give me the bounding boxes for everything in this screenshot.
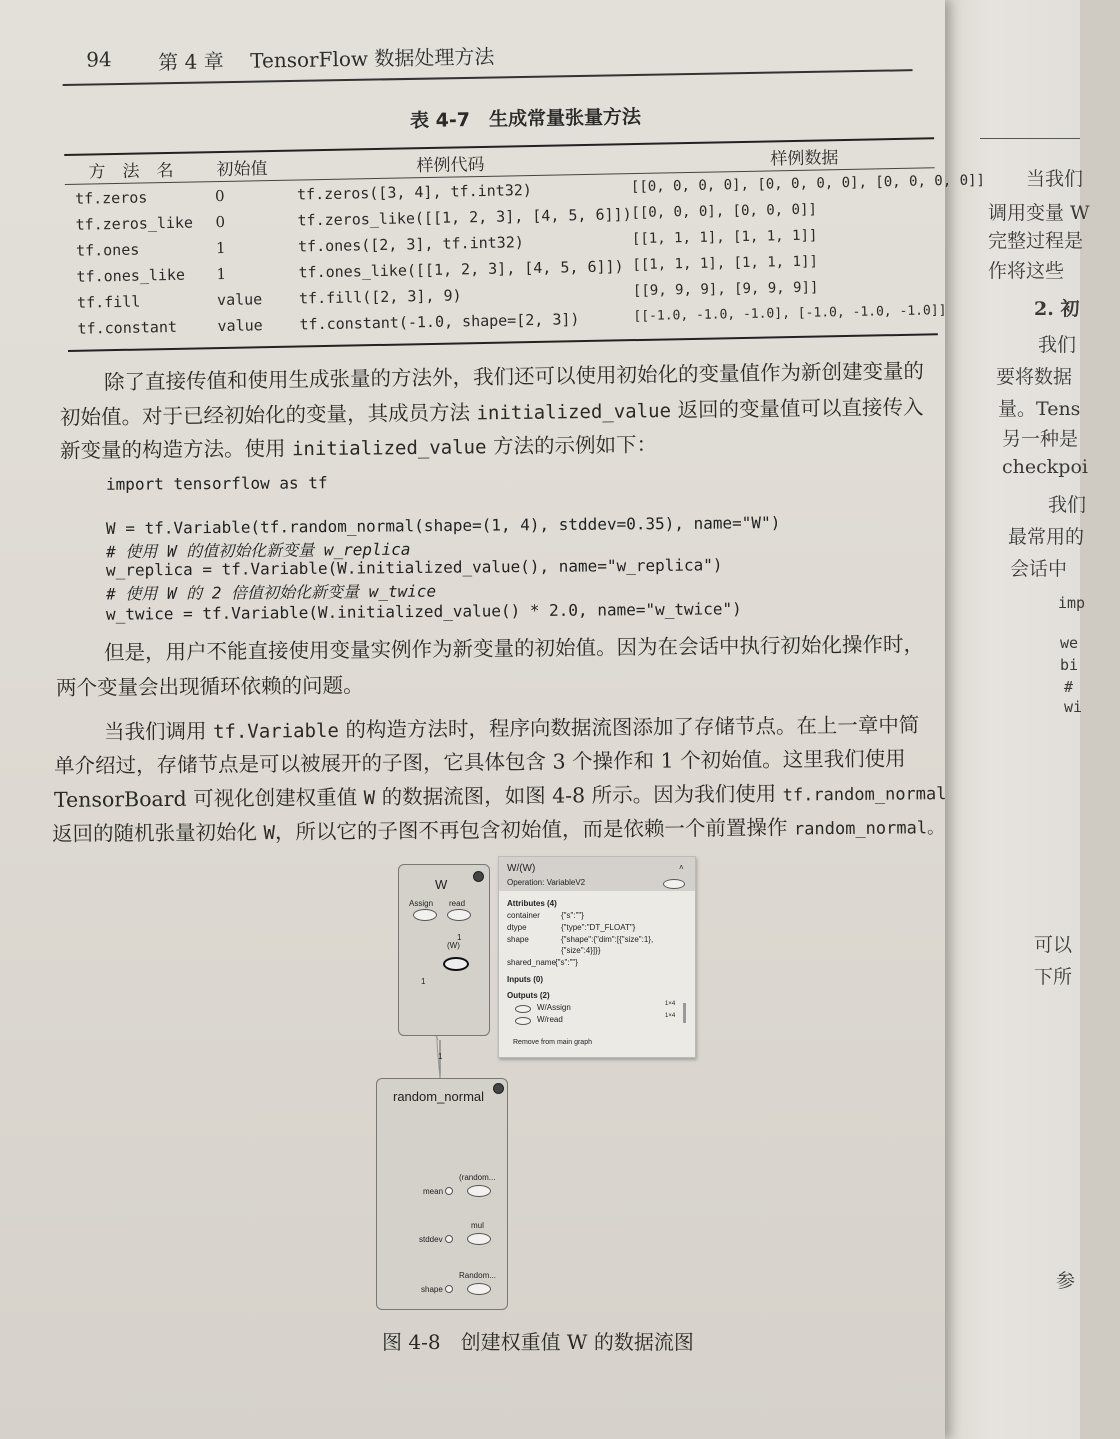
tensorboard-figure bbox=[372, 856, 702, 1316]
random-op-icon[interactable] bbox=[467, 1283, 491, 1295]
table-header: 初始值 bbox=[216, 159, 268, 181]
adjacent-text: 另一种是 bbox=[1002, 428, 1079, 450]
body-text: 两个变量会出现循环依赖的问题。 bbox=[55, 673, 364, 700]
assign-op-icon[interactable] bbox=[413, 909, 437, 921]
adjacent-text: 可以 bbox=[1034, 934, 1073, 956]
adjacent-text: 作将这些 bbox=[988, 260, 1065, 282]
figure-caption: 图 4-8 创建权重值 W 的数据流图 bbox=[382, 1330, 694, 1354]
adjacent-code: imp bbox=[1058, 594, 1086, 612]
chevron-up-icon[interactable]: ˄ bbox=[679, 863, 684, 872]
adjacent-text: 最常用的 bbox=[1008, 526, 1085, 548]
node-shape-icon bbox=[663, 879, 685, 889]
output-link[interactable]: W/Assign bbox=[537, 1003, 571, 1012]
variable-node-w[interactable]: W Assign read (W) 1 1 bbox=[398, 864, 490, 1036]
table-row: tf.constant value tf.constant(-1.0, shape=[2, 3]) [[-1.0, -1.0, -1.0], [-1.0, -1.0, -1.0]] bbox=[77, 303, 947, 338]
adjacent-text: 调用变量 W bbox=[988, 202, 1090, 224]
chapter-title: TensorFlow 数据处理方法 bbox=[250, 44, 495, 73]
adjacent-code: wi bbox=[1064, 698, 1083, 716]
variable-op-icon[interactable] bbox=[443, 957, 469, 971]
adjacent-text: 当我们 bbox=[1026, 168, 1084, 190]
adjacent-code: # bbox=[1064, 678, 1074, 696]
page-header bbox=[62, 33, 943, 88]
output-link[interactable]: W/read bbox=[537, 1015, 563, 1024]
table-title: 表 4-7 生成常量张量方法 bbox=[409, 105, 642, 133]
adjacent-code: we bbox=[1060, 634, 1079, 652]
adjacent-heading: 2. 初 bbox=[1034, 298, 1080, 320]
body-text: 当我们调用 tf.Variable 的构造方法时，程序向数据流图添加了存储节点。在上一章中简 bbox=[103, 712, 920, 744]
const-op-icon bbox=[445, 1187, 453, 1195]
table-row: tf.ones 1 tf.ones([2, 3], tf.int32) [[1, 1, 1], [1, 1, 1]] bbox=[75, 227, 818, 260]
read-op-icon[interactable] bbox=[447, 909, 471, 921]
collapse-icon[interactable] bbox=[493, 1083, 504, 1094]
adjacent-text: 参 bbox=[1056, 1270, 1076, 1292]
code-comment: # 使用 W 的值初始化新变量 w_replica bbox=[105, 539, 411, 562]
code-line: W = tf.Variable(tf.random_normal(shape=(1, 4), stddev=0.35), name="W") bbox=[105, 513, 781, 538]
chapter-number: 第 4 章 bbox=[158, 49, 224, 75]
adjacent-text: checkpoi bbox=[1002, 456, 1088, 478]
body-text: 初始值。对于已经初始化的变量，其成员方法 initialized_value 返回的变量值可以直接传入 bbox=[59, 394, 924, 430]
body-text: 除了直接传值和使用生成张量的方法外，我们还可以使用初始化的变量值作为新创建变量的 bbox=[103, 358, 925, 395]
table-header: 样例代码 bbox=[416, 154, 485, 177]
adjacent-text: 要将数据 bbox=[996, 366, 1073, 388]
adjacent-text: 完整过程是 bbox=[988, 230, 1084, 252]
adjacent-text: 我们 bbox=[1038, 334, 1077, 356]
output-op-icon bbox=[515, 1005, 531, 1013]
mul-op-icon[interactable] bbox=[467, 1233, 491, 1245]
body-text: TensorBoard 可视化创建权重值 W 的数据流图，如图 4-8 所示。因为我们使用 tf.random_normal bbox=[53, 781, 947, 812]
body-text: 单介绍过，存储节点是可以被展开的子图，它具体包含 3 个操作和 1 个初始值。这里我们使用 bbox=[53, 746, 906, 778]
code-comment: # 使用 W 的 2 倍值初始化新变量 w_twice bbox=[105, 581, 437, 604]
table-row: tf.ones_like 1 tf.ones_like([[1, 2, 3], [4, 5, 6]]) [[1, 1, 1], [1, 1, 1]] bbox=[76, 253, 819, 286]
body-text: 但是，用户不能直接使用变量实例作为新变量的初始值。因为在会话中执行初始化操作时， bbox=[103, 632, 925, 665]
table-row: tf.zeros_like 0 tf.zeros_like([[1, 2, 3], [4, 5, 6]]) [[0, 0, 0], [0, 0, 0]] bbox=[75, 201, 818, 234]
table-row: tf.zeros 0 tf.zeros([3, 4], tf.int32) [[0, 0, 0, 0], [0, 0, 0, 0], [0, 0, 0, 0]] bbox=[74, 172, 986, 208]
body-text: 返回的随机张量初始化 W，所以它的子图不再包含初始值，而是依赖一个前置操作 random_normal。 bbox=[51, 815, 945, 846]
add-op-icon[interactable] bbox=[467, 1185, 491, 1197]
adjacent-text: 量。Tens bbox=[998, 398, 1081, 420]
code-line: import tensorflow as tf bbox=[105, 473, 328, 494]
info-title: W/(W) bbox=[507, 863, 536, 874]
const-op-icon bbox=[445, 1285, 453, 1293]
code-line: w_twice = tf.Variable(W.initialized_value() * 2.0, name="w_twice") bbox=[105, 599, 742, 624]
collapse-icon[interactable] bbox=[473, 871, 484, 882]
adjacent-text: 我们 bbox=[1048, 494, 1087, 516]
edge-label: 1 bbox=[438, 1052, 443, 1061]
body-text: 新变量的构造方法。使用 initialized_value 方法的示例如下： bbox=[59, 432, 658, 463]
info-operation: Operation: VariableV2 bbox=[507, 878, 586, 887]
adjacent-text: 下所 bbox=[1034, 966, 1073, 988]
random-normal-node[interactable]: random_normal (random... mean mul stddev Random... shape bbox=[376, 1078, 508, 1310]
output-op-icon bbox=[515, 1017, 531, 1025]
table-header: 方 法 名 bbox=[88, 160, 174, 183]
adjacent-code: bi bbox=[1060, 656, 1079, 674]
code-line: w_replica = tf.Variable(W.initialized_value(), name="w_replica") bbox=[105, 555, 723, 580]
remove-from-main-graph-button[interactable]: Remove from main graph bbox=[513, 1039, 592, 1046]
const-op-icon bbox=[445, 1235, 453, 1243]
page-number: 94 bbox=[85, 47, 112, 72]
table-header: 样例数据 bbox=[770, 148, 839, 170]
table-row: tf.fill value tf.fill([2, 3], 9) [[9, 9, 9], [9, 9, 9]] bbox=[76, 279, 819, 312]
node-info-panel: W/(W) Operation: VariableV2 ˄ Attributes (4) container {"s":""} dtype {"type":"DT_FLOAT"} shape {"shape":{"dim":[{"size":1}, {"size":4}]}} shared_name {"s":""} Inputs (0) Outputs (2) W/Assign 1×4 W/read 1×4 Remove from main graph bbox=[498, 856, 696, 1058]
adjacent-text: 会话中 bbox=[1010, 558, 1068, 580]
scrollbar[interactable] bbox=[683, 1003, 686, 1023]
